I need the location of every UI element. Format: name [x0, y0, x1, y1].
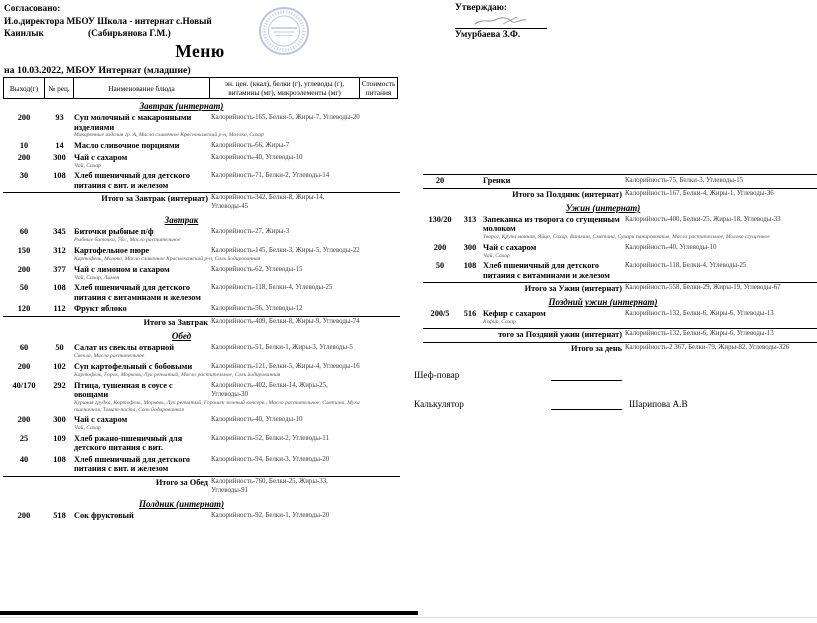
dish-nutrition: Калорийность-51, Белки-1, Жиры-3, Углеводы-5	[211, 344, 353, 352]
menu-row	[423, 261, 817, 280]
dish-ingredients: Картофель, Горох, Морковь, Лук репчатый, Масло растительное, Соль йодированная	[74, 372, 281, 379]
chef-label: Шеф-повар	[414, 370, 460, 381]
dish-ingredients: Чай, Сахар, Лимон	[74, 274, 120, 281]
menu-row	[3, 381, 400, 400]
dish-ingredients: Макаронные изделия гр. А, Масло сливочное Краснокамский р-н, Молоко, Сахар	[74, 132, 264, 139]
dish-name: Птица, тушенная в соусе с овощами	[74, 380, 173, 400]
section-total-label: Итого за Ужин (интернат)	[524, 284, 622, 294]
dish-output: 25	[19, 433, 29, 443]
handwritten-signature-icon	[473, 14, 528, 27]
dish-ingredients: Чай, Сахар	[74, 162, 101, 169]
dish-output: 200	[17, 415, 31, 425]
section-total-label: Итого за Завтрак (интернат)	[101, 194, 208, 204]
dish-output: 200/5	[430, 309, 450, 319]
page-title: Меню	[175, 41, 225, 61]
dish-ingredients: Рыбные биточки, 76г., Масло растительное	[74, 237, 181, 244]
agreed-title: Согласовано:	[4, 4, 61, 14]
dish-recipe-number: 312	[53, 246, 66, 256]
menu-row	[3, 343, 400, 353]
agreed-line2	[4, 28, 244, 41]
menu-section	[3, 215, 400, 328]
section-heading: Ужин (интернат)	[565, 202, 641, 213]
section-heading: Полдник (интернат)	[138, 498, 225, 509]
section-total-row	[3, 316, 400, 328]
dish-name: Кефир с сахаром	[483, 309, 546, 319]
dish-nutrition: Калорийность-94, Белки-3, Углеводы-20	[211, 455, 330, 463]
menu-row	[423, 174, 817, 186]
dish-nutrition: Калорийность-92, Белки-1, Углеводы-20	[211, 511, 330, 519]
dish-nutrition: Калорийность-118, Белки-4, Углеводы-25	[625, 262, 747, 270]
page-edge-rule	[0, 617, 817, 618]
dish-recipe-number: 313	[463, 214, 477, 224]
dish-output: 10	[19, 140, 29, 150]
agreed-village: Каинлык	[4, 29, 44, 39]
dish-name: Хлеб ржано-пшеничный для детского питания с вит.	[74, 433, 183, 453]
dish-name: Картофельное пюре	[74, 246, 150, 256]
menu-row	[3, 227, 400, 237]
dish-name: Чай с сахаром	[74, 415, 128, 425]
section-total-row	[3, 476, 400, 496]
menu-row	[3, 141, 400, 151]
dish-output: 200	[17, 510, 31, 520]
approved-person: Умурбаева З.Ф.	[455, 30, 521, 40]
menu-row	[423, 243, 817, 253]
section-heading: Поздний ужин (интернат)	[548, 297, 658, 308]
dish-recipe-number: 93	[55, 113, 64, 122]
header-recipe: № рец.	[44, 77, 74, 99]
dish-name: Биточки рыбные п/ф	[74, 227, 154, 237]
dish-nutrition: Калорийность-121, Белки-5, Жиры-4, Углеводы-16	[211, 363, 360, 371]
dish-name: Чай с лимоном и сахаром	[74, 264, 170, 274]
menu-section	[3, 101, 400, 212]
section-total-row	[423, 282, 817, 294]
dish-nutrition: Калорийность-40, Углеводы-10	[211, 153, 303, 161]
dish-output: 60	[19, 343, 29, 353]
dish-recipe-number: 14	[55, 140, 64, 150]
dish-nutrition: Калорийность-75, Белки-3, Углеводы-15	[625, 177, 744, 184]
dish-recipe-number: 516	[463, 309, 477, 319]
menu-section	[423, 203, 817, 294]
section-total-nutrition: Калорийность-760, Белки-25, Жиры-33, Углеводы-91	[211, 478, 328, 494]
dish-ingredients: Картофель, Молоко, Масло сливочное Краснокамский р-н, Соль йодированная	[74, 256, 261, 263]
dish-recipe-number: 518	[53, 510, 66, 520]
menu-row	[3, 511, 400, 521]
section-total-nutrition: Калорийность-2 367, Белки-79, Жиры-82, Углеводы-326	[625, 344, 790, 351]
header-cost: Стоимость питания	[359, 77, 398, 99]
menu-section	[3, 331, 400, 496]
section-heading: Завтрак (интернат)	[139, 101, 224, 111]
dish-recipe-number: 377	[53, 264, 66, 274]
dish-nutrition: Калорийность-27, Жиры-3	[211, 228, 290, 236]
dish-output: 130/20	[428, 214, 452, 224]
dish-recipe-number: 50	[55, 343, 64, 353]
approved-signature-line	[455, 13, 547, 29]
section-heading: Завтрак	[164, 215, 199, 226]
dish-nutrition: Калорийность-165, Белки-5, Жиры-7, Углеводы-20	[211, 114, 360, 121]
dish-output: 200	[17, 362, 31, 372]
section-total-row	[3, 192, 400, 212]
dish-output: 150	[17, 246, 31, 256]
dish-nutrition: Калорийность-62, Углеводы-15	[211, 265, 303, 273]
dish-nutrition: Калорийность-402, Белки-14, Жиры-25, Углеводы-30	[211, 381, 328, 398]
dish-name: Сок фруктовый	[74, 510, 134, 520]
menu-section	[423, 297, 817, 354]
dish-name: Запеканка из творога со сгущенным молоком	[483, 214, 620, 234]
dish-name: Гренки	[483, 176, 511, 185]
dish-name: Хлеб пшеничный для детского питания с витаминами и железом	[74, 283, 201, 302]
menu-row	[423, 309, 817, 319]
calculator-label: Калькулятор	[414, 399, 464, 410]
dish-recipe-number: 108	[53, 171, 66, 181]
dish-output: 40	[19, 454, 29, 464]
dish-nutrition: Калорийность-132, Белки-6, Жиры-6, Углеводы-13	[625, 310, 774, 318]
dish-ingredients: Свекла, Масло растительное	[74, 353, 145, 360]
page-bottom-rule	[0, 611, 418, 615]
dish-output: 200	[17, 152, 31, 162]
dish-recipe-number: 292	[53, 380, 66, 390]
section-total-row	[423, 328, 817, 340]
dish-recipe-number: 300	[463, 242, 477, 252]
section-total-label: Итого за Полдник (интернат)	[512, 189, 622, 199]
dish-name: Хлеб пшеничный для детского питания с вит. и железом	[74, 171, 191, 190]
menu-row	[3, 113, 400, 132]
dish-recipe-number: 102	[53, 362, 66, 372]
dish-recipe-number: 300	[53, 415, 66, 425]
signature-row	[414, 395, 817, 410]
section-total-row	[423, 188, 817, 200]
signature-line	[551, 368, 622, 381]
dish-output: 50	[19, 283, 29, 293]
dish-output: 60	[19, 227, 29, 237]
menu-row	[3, 415, 400, 425]
dish-recipe-number: 108	[53, 454, 66, 464]
dish-name: Хлеб пшеничный для детского питания с вит. и железом	[74, 454, 191, 474]
dish-name: Суп картофельный с бобовыми	[74, 362, 193, 372]
header-output: Выход(г)	[3, 77, 45, 99]
calculator-name: Шарипова А.В	[629, 399, 688, 410]
dish-output: 20	[435, 176, 445, 185]
dish-name: Чай с сахаром	[483, 242, 537, 252]
agreed-block	[4, 3, 244, 41]
dish-ingredients: Творог, Крупа манная, Яйцо, Сахар, Ванилин, Сметана, Сухари панировочные, Масло растительное, Молоко сгущенное	[483, 233, 770, 240]
dish-ingredients: Чай, Сахар	[483, 252, 510, 259]
dish-name: Суп молочный с макаронными изделиями	[74, 113, 192, 132]
section-total-nutrition: Калорийность-132, Белки-6, Жиры-6, Углеводы-13	[625, 330, 774, 338]
header-dish-name: Наименование блюда	[73, 77, 210, 99]
menu-section	[423, 174, 817, 200]
signature-line	[551, 397, 622, 410]
dish-nutrition: Калорийность-66, Жиры-7	[211, 141, 290, 149]
menu-row	[3, 153, 400, 163]
dish-name: Салат из свеклы отварной	[74, 343, 175, 353]
dish-recipe-number: 300	[53, 152, 66, 162]
dish-recipe-number: 108	[53, 283, 66, 293]
dish-recipe-number: 109	[53, 433, 66, 443]
dish-nutrition: Калорийность-71, Белки-2, Углеводы-14	[211, 172, 330, 180]
header-nutrition: эн. цен. (ккал), белки (г), углеводы (г), витамины (мг), микроэлементы (мг)	[209, 77, 360, 99]
dish-nutrition: Калорийность-40, Углеводы-10	[211, 416, 303, 424]
dish-nutrition: Калорийность-118, Белки-4, Углеводы-25	[211, 284, 333, 292]
dish-name: Масло сливочное порциями	[74, 140, 180, 150]
menu-row	[3, 455, 400, 474]
menu-row	[3, 362, 400, 372]
agreed-line1: И.о.директора МБОУ Школа - интернат с.Новый	[4, 16, 212, 27]
dish-nutrition: Калорийность-40, Углеводы-10	[625, 243, 717, 251]
page-subtitle: на 10.03.2022, МБОУ Интернат (младшие)	[4, 65, 191, 76]
agreed-person: (Сабирьянова Г.М.)	[88, 29, 171, 39]
dish-ingredients: Кефир, Сахар	[483, 319, 516, 326]
menu-row	[3, 171, 400, 190]
dish-output: 120	[17, 304, 31, 314]
dish-ingredients: Чай, Сахар	[74, 425, 101, 432]
dish-ingredients: Куриная грудка, Картофель, Морковь, Лук репчатый, Горошек зеленый консерв., Масло растительное, Сметана, Мука пшеничная, Томат-паста, Соль йодированная	[74, 399, 360, 413]
dish-output: 50	[435, 261, 445, 271]
section-total-label: Итого за день	[571, 344, 622, 353]
section-total-nutrition: Калорийность-409, Белки-8, Жиры-9, Углеводы-74	[211, 318, 360, 326]
section-total-nutrition: Калорийность-558, Белки-29, Жиры-19, Углеводы-67	[625, 284, 781, 292]
right-column	[414, 174, 817, 424]
left-column	[3, 98, 400, 521]
dish-nutrition: Калорийность-52, Белки-2, Углеводы-11	[211, 434, 329, 442]
dish-output: 200	[433, 242, 447, 252]
section-total-row	[423, 342, 817, 354]
dish-recipe-number: 112	[53, 304, 66, 314]
menu-row	[3, 283, 400, 302]
dish-name: Хлеб пшеничный для детского питания с витаминами и железом	[483, 261, 610, 280]
signature-row	[414, 366, 817, 381]
signatures-block	[414, 366, 817, 410]
dish-name: Чай с сахаром	[74, 152, 128, 162]
menu-row	[3, 246, 400, 256]
section-total-label: Итого за Завтрак	[143, 318, 208, 328]
menu-row	[3, 304, 400, 314]
dish-name: Фрукт яблоко	[74, 304, 127, 314]
dish-output: 200	[17, 113, 31, 122]
approved-title: Утверждаю:	[455, 3, 507, 13]
dish-output: 40/170	[12, 380, 36, 390]
dish-nutrition: Калорийность-400, Белки-25, Жиры-18, Углеводы-33	[625, 215, 781, 223]
dish-output: 200	[17, 264, 31, 274]
menu-row	[3, 265, 400, 275]
section-total-label: того за Поздний ужин (интернат)	[498, 330, 622, 340]
dish-output: 30	[19, 171, 29, 181]
dish-nutrition: Калорийность-56, Углеводы-12	[211, 305, 303, 313]
section-total-nutrition: Калорийность-342, Белки-8, Жиры-14, Углеводы-45	[211, 194, 325, 211]
table-header	[3, 77, 400, 99]
section-total-nutrition: Калорийность-167, Белки-4, Жиры-1, Углеводы-36	[625, 189, 774, 197]
dish-recipe-number: 108	[463, 261, 477, 271]
section-heading: Обед	[171, 331, 192, 342]
menu-row	[423, 215, 817, 234]
approved-block	[455, 3, 565, 40]
section-total-label: Итого за Обед	[155, 478, 208, 488]
dish-nutrition: Калорийность-145, Белки-3, Жиры-5, Углеводы-22	[211, 247, 360, 255]
dish-recipe-number: 345	[53, 227, 66, 237]
menu-section	[3, 499, 400, 521]
menu-row	[3, 434, 400, 453]
